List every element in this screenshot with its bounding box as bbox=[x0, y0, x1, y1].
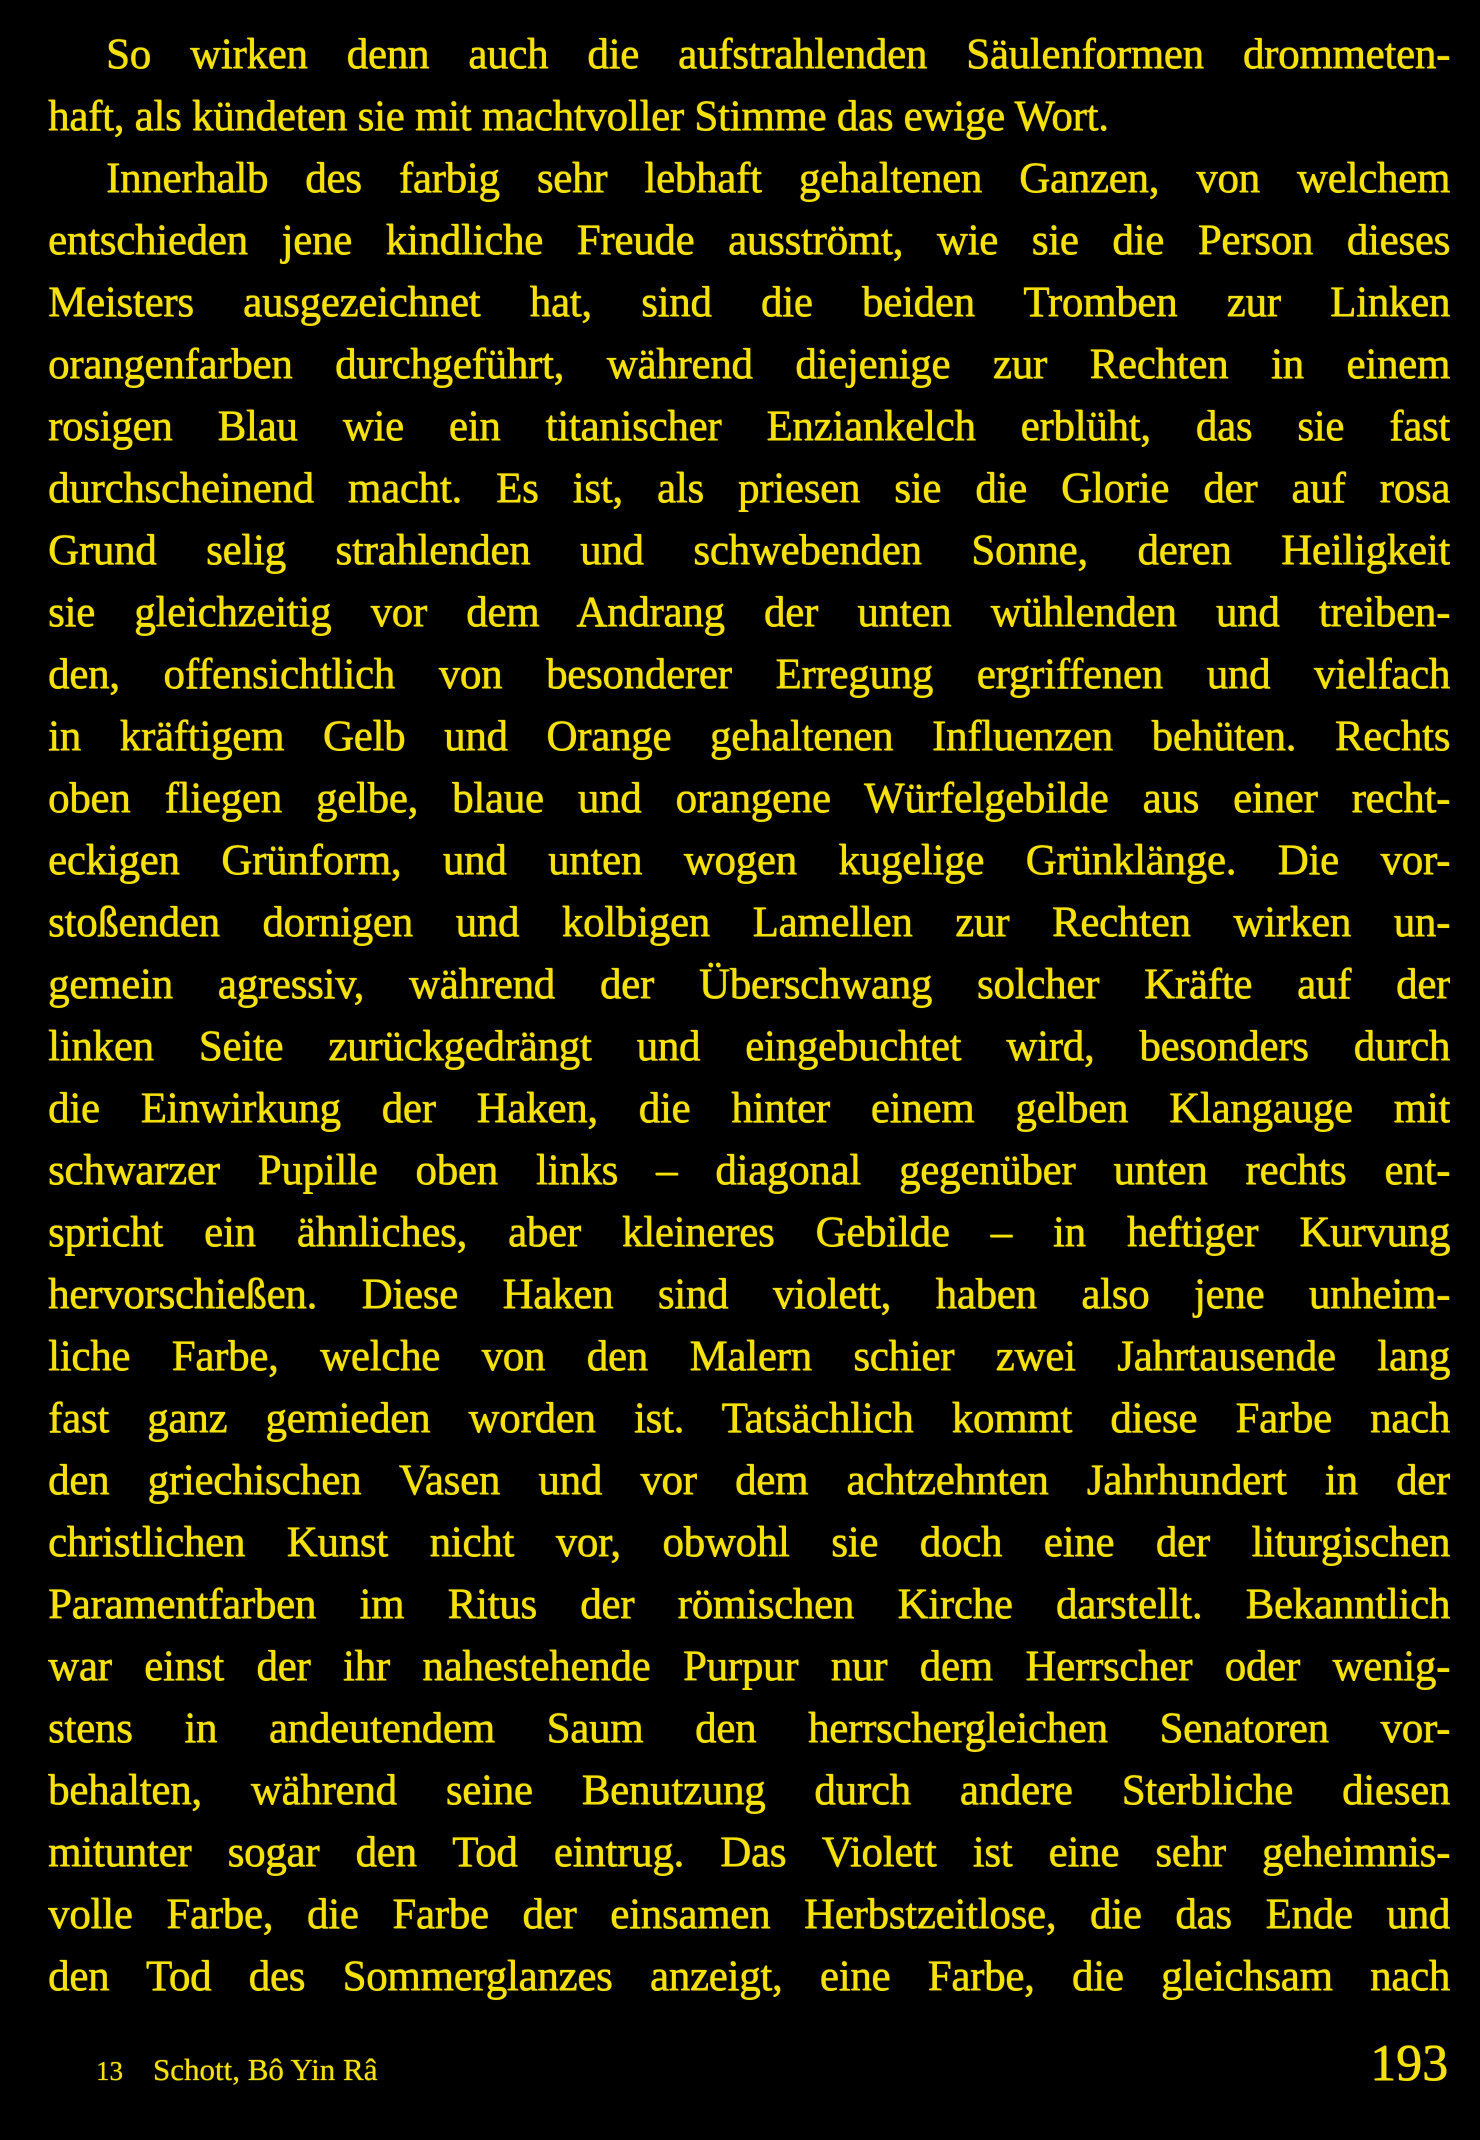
text-line: eckigen Grünform, und unten wogen kugelige Grünklänge. Die vor- bbox=[48, 837, 1450, 884]
text-line: durchscheinend macht. Es ist, als priesen sie die Glorie der auf rosa bbox=[48, 465, 1450, 512]
text-line: Paramentfarben im Ritus der römischen Kirche darstellt. Bekanntlich bbox=[48, 1581, 1450, 1628]
page-number: 193 bbox=[1370, 2035, 1448, 2092]
text-line: orangenfarben durchgeführt, während diejenige zur Rechten in einem bbox=[48, 341, 1450, 388]
text-line: sie gleichzeitig vor dem Andrang der unten wühlenden und treiben- bbox=[48, 589, 1450, 636]
text-line: gemein agressiv, während der Überschwang solcher Kräfte auf der bbox=[48, 961, 1450, 1008]
text-line: war einst der ihr nahestehende Purpur nur dem Herrscher oder wenig- bbox=[48, 1643, 1450, 1690]
text-line: Meisters ausgezeichnet hat, sind die beiden Tromben zur Linken bbox=[48, 279, 1450, 326]
text-line: schwarzer Pupille oben links – diagonal gegenüber unten rechts ent- bbox=[48, 1147, 1450, 1194]
text-line: So wirken denn auch die aufstrahlenden Säulenformen drommeten- bbox=[106, 31, 1450, 78]
text-line: Grund selig strahlenden und schwebenden Sonne, deren Heiligkeit bbox=[48, 527, 1450, 574]
text-line: den griechischen Vasen und vor dem achtzehnten Jahrhundert in der bbox=[48, 1457, 1450, 1504]
text-line: Innerhalb des farbig sehr lebhaft gehaltenen Ganzen, von welchem bbox=[106, 155, 1450, 202]
text-line: den Tod des Sommerglanzes anzeigt, eine Farbe, die gleichsam nach bbox=[48, 1953, 1450, 2000]
text-line: volle Farbe, die Farbe der einsamen Herbstzeitlose, die das Ende und bbox=[48, 1891, 1450, 1938]
page-footer bbox=[96, 2035, 1448, 2120]
text-line: fast ganz gemieden worden ist. Tatsächlich kommt diese Farbe nach bbox=[48, 1395, 1450, 1442]
text-line: spricht ein ähnliches, aber kleineres Gebilde – in heftiger Kurvung bbox=[48, 1209, 1450, 1256]
text-line: stens in andeutendem Saum den herrschergleichen Senatoren vor- bbox=[48, 1705, 1450, 1752]
text-line: entschieden jene kindliche Freude ausströmt, wie sie die Person dieses bbox=[48, 217, 1450, 264]
text-line: hervorschießen. Diese Haken sind violett, haben also jene unheim- bbox=[48, 1271, 1450, 1318]
text-line: oben fliegen gelbe, blaue und orangene Würfelgebilde aus einer recht- bbox=[48, 775, 1450, 822]
text-line: behalten, während seine Benutzung durch andere Sterbliche diesen bbox=[48, 1767, 1450, 1814]
printer-signature-number: 13 bbox=[96, 2056, 123, 2086]
text-line: den, offensichtlich von besonderer Erregung ergriffenen und vielfach bbox=[48, 651, 1450, 698]
text-line: christlichen Kunst nicht vor, obwohl sie doch eine der liturgischen bbox=[48, 1519, 1450, 1566]
text-line: in kräftigem Gelb und Orange gehaltenen Influenzen behüten. Rechts bbox=[48, 713, 1450, 760]
text-line: stoßenden dornigen und kolbigen Lamellen zur Rechten wirken un- bbox=[48, 899, 1450, 946]
body-text bbox=[48, 24, 1450, 2008]
text-line: mitunter sogar den Tod eintrug. Das Violett ist eine sehr geheimnis- bbox=[48, 1829, 1450, 1876]
text-line: liche Farbe, welche von den Malern schier zwei Jahrtausende lang bbox=[48, 1333, 1450, 1380]
text-line: haft, als kündeten sie mit machtvoller Stimme das ewige Wort. bbox=[48, 93, 1109, 140]
text-line: die Einwirkung der Haken, die hinter einem gelben Klangauge mit bbox=[48, 1085, 1450, 1132]
printer-signature-text: Schott, Bô Yin Râ bbox=[153, 2052, 378, 2087]
text-line: rosigen Blau wie ein titanischer Enziankelch erblüht, das sie fast bbox=[48, 403, 1450, 450]
text-line: linken Seite zurückgedrängt und eingebuchtet wird, besonders durch bbox=[48, 1023, 1450, 1070]
